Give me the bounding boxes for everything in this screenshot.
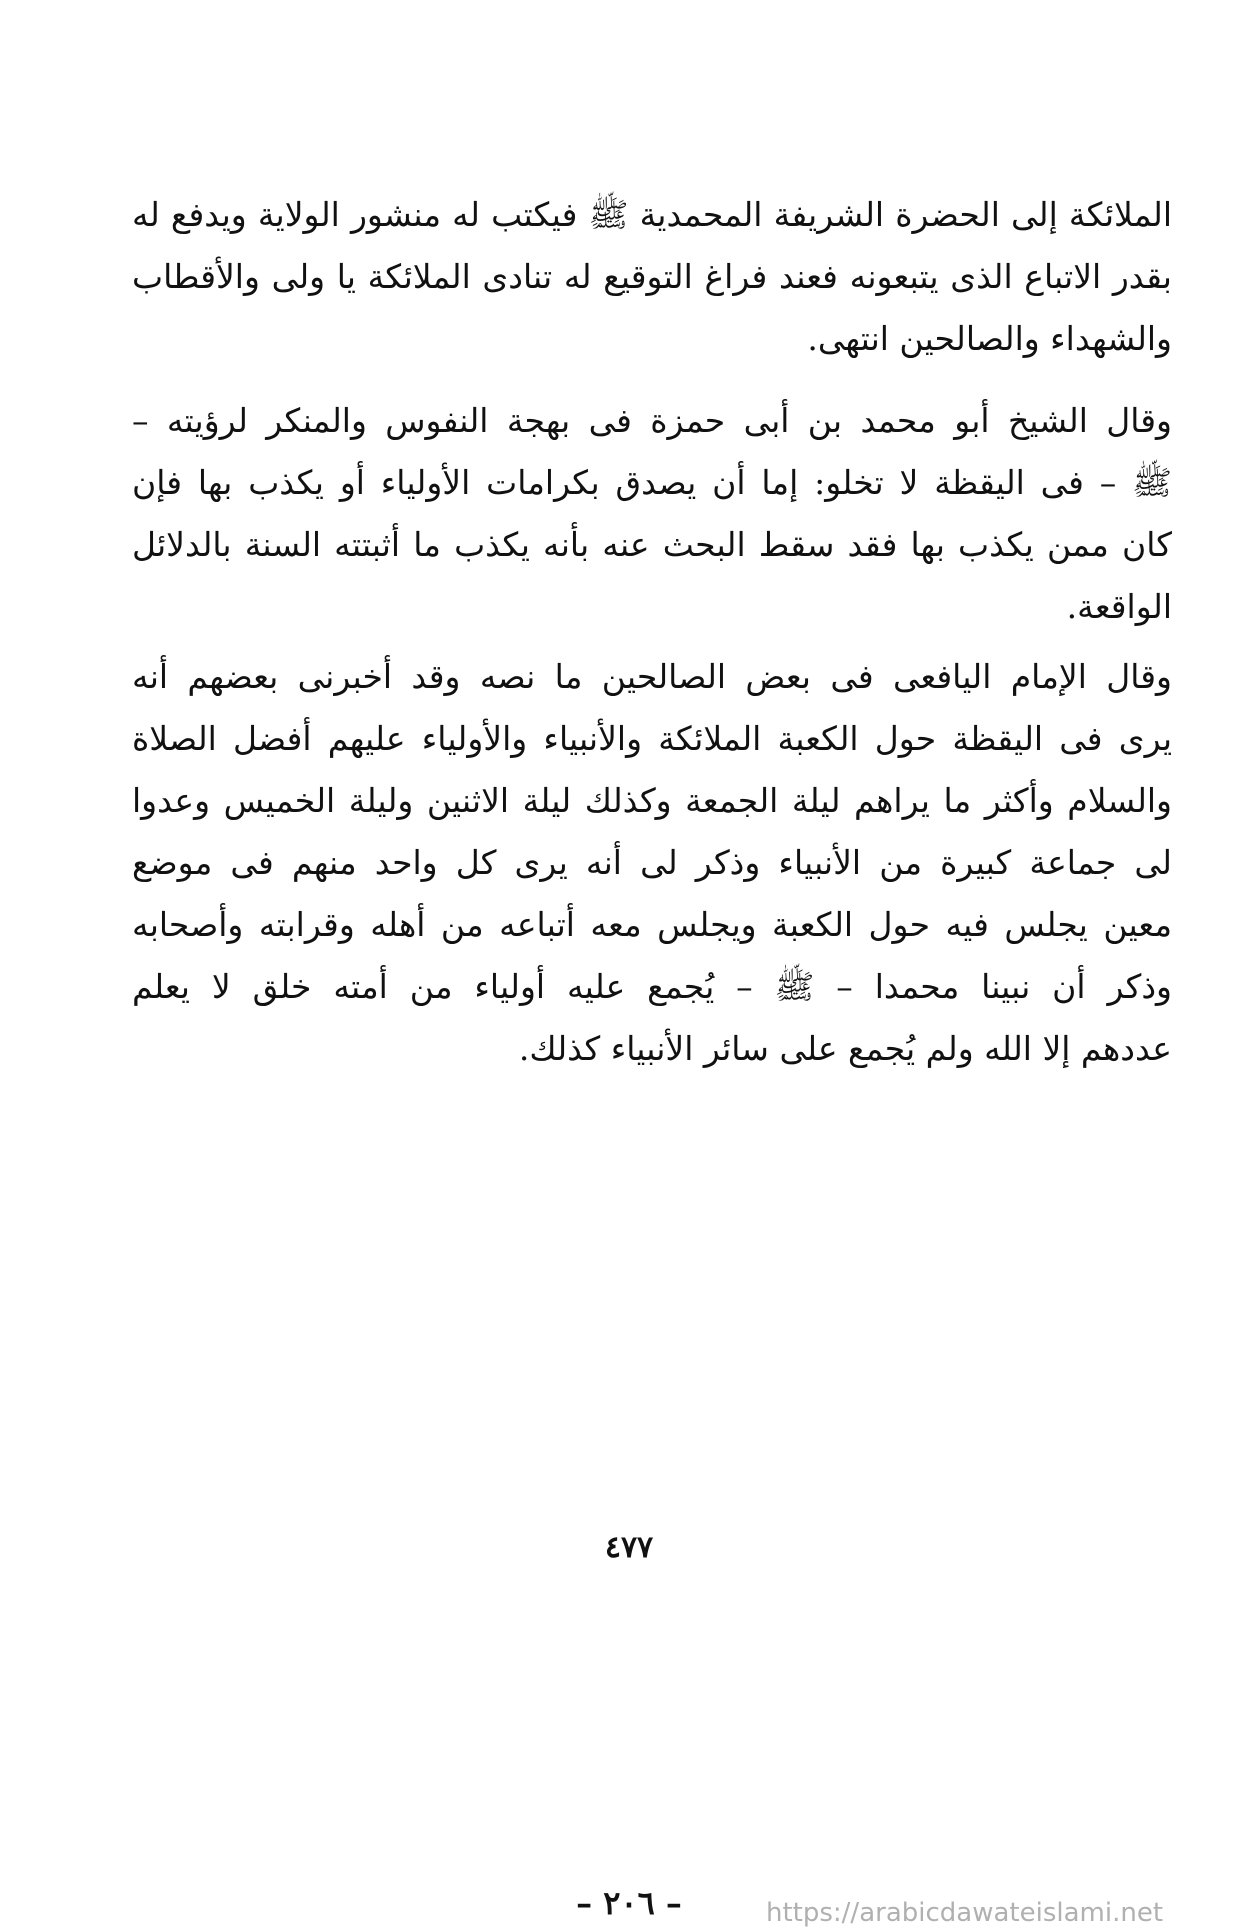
paragraph-1 — [132, 184, 1172, 370]
paragraph-line: والسلام وأكثر ما يراهم ليلة الجمعة وكذلك ليلة الاثنين وليلة الخميس وعدوا — [132, 781, 1172, 820]
paragraph-line: والشهداء والصالحين انتهى. — [807, 319, 1172, 358]
paragraph-line: معين يجلس فيه حول الكعبة ويجلس معه أتباعه من أهله وقرابته وأصحابه — [132, 905, 1172, 944]
paragraph-line: وذكر أن نبينا محمدا – ﷺ – يُجمع عليه أولياء من أمته خلق لا يعلم — [132, 967, 1172, 1006]
paragraph-line: الملائكة إلى الحضرة الشريفة المحمدية ﷺ فيكتب له منشور الولاية ويدفع له — [132, 195, 1172, 234]
paragraph-line: كان ممن يكذب بها فقد سقط البحث عنه بأنه يكذب ما أثبتته السنة بالدلائل — [132, 525, 1172, 564]
paragraph-line: يرى فى اليقظة حول الكعبة الملائكة والأنبياء والأولياء عليهم أفضل الصلاة — [132, 719, 1172, 758]
paragraph-line: عددهم إلا الله ولم يُجمع على سائر الأنبياء كذلك. — [518, 1029, 1172, 1068]
paragraph-line: الواقعة. — [1066, 587, 1172, 626]
paragraph-line: بقدر الاتباع الذى يتبعونه فعند فراغ التوقيع له تنادى الملائكة يا ولى والأقطاب — [132, 257, 1172, 296]
paragraph-line: ﷺ – فى اليقظة لا تخلو: إما أن يصدق بكرامات الأولياء أو يكذب بها فإن — [132, 463, 1172, 502]
paragraph-line: وقال الشيخ أبو محمد بن أبى حمزة فى بهجة النفوس والمنكر لرؤيته – — [132, 401, 1172, 440]
paragraph-line: وقال الإمام اليافعى فى بعض الصالحين ما نصه وقد أخبرنى بعضهم أنه — [132, 657, 1172, 696]
watermark-url: https://arabicdawateislami.net — [766, 1898, 1164, 1928]
paragraph-line: لى جماعة كبيرة من الأنبياء وذكر لى أنه يرى كل واحد منهم فى موضع — [132, 843, 1172, 882]
paragraph-2 — [132, 390, 1172, 638]
page-reference: ٤٧٧ — [604, 1530, 654, 1565]
paragraph-3 — [132, 646, 1172, 1080]
page-number: – ٢٠٦ – — [576, 1884, 682, 1922]
